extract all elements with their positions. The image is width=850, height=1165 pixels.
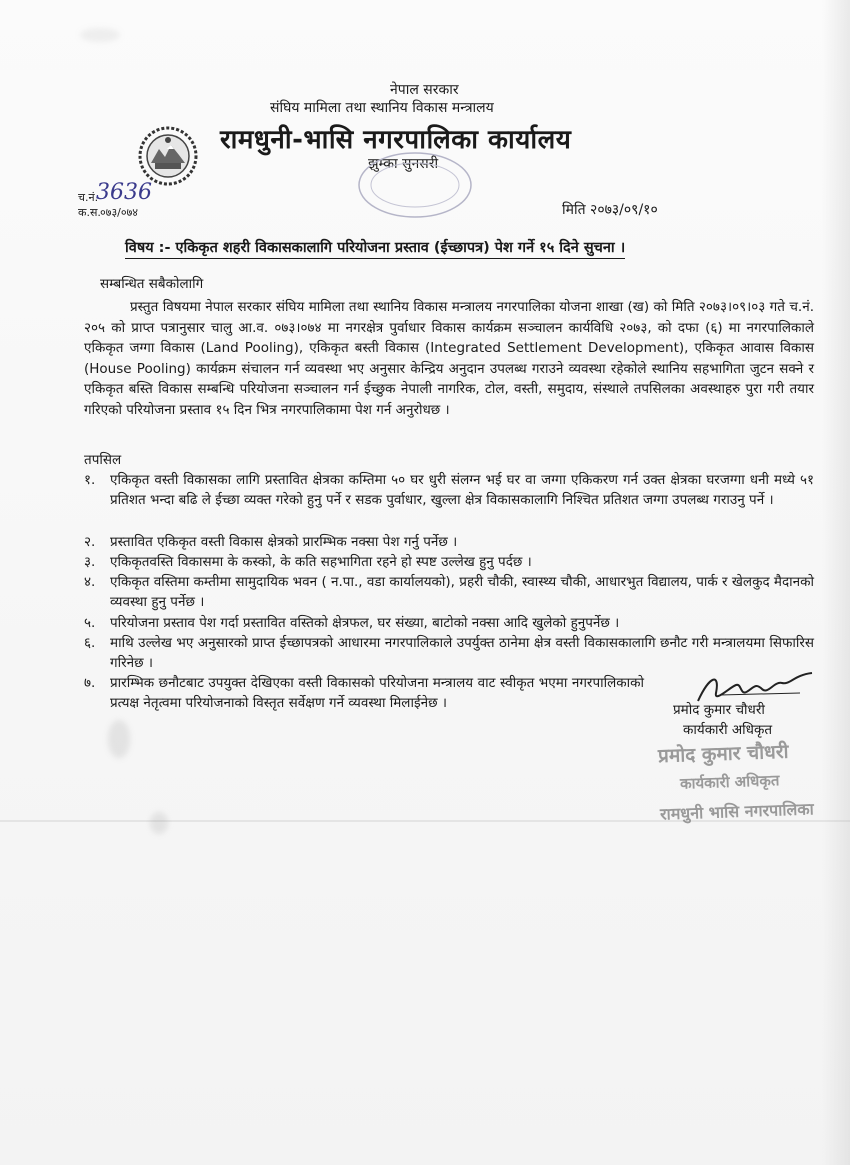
list-item-number: ३.: [84, 554, 96, 570]
list-item-number: ७.: [84, 675, 96, 691]
dispatch-number: 3636: [96, 180, 152, 205]
list-item-text: एकिकृत वस्तिमा कम्तीमा सामुदायिक भवन ( न.पा., वडा कार्यालयको), प्रहरी चौकी, स्वास्थ्य चौकी, आधारभुत विद्यालय, पार्क र खेलकुद मैदानको व्यवस्था हुनु पर्नेछ ।: [110, 574, 814, 610]
list-item-number: ५.: [84, 615, 96, 631]
list-item: [84, 572, 814, 612]
list-item-text: परियोजना प्रस्ताव पेश गर्दा प्रस्तावित वस्तिको क्षेत्रफल, घर संख्या, बाटोको नक्सा आदि खुलेको हुनुपर्नेछ ।: [110, 615, 620, 631]
smudge: [80, 28, 120, 42]
list-item: [84, 613, 814, 633]
nepal-emblem-icon: [137, 125, 199, 187]
list-item: [84, 673, 644, 713]
list-item-text: एकिकृत वस्ती विकासका लागि प्रस्तावित क्षेत्रका कम्तिमा ५० घर धुरी संलग्न भई घर वा जग्गा एकिकरण गर्न उक्त क्षेत्रका घरजग्गा धनी मध्ये ५१ प्रतिशत भन्दा बढि ले ईच्छा व्यक्त गरेको हुनु पर्ने र सडक पुर्वाधार, खुल्ला क्षेत्र विकासकालागि निश्चित प्रतिशत जग्गा उपलब्ध गराउनु पर्ने ।: [110, 472, 814, 508]
list-item-number: १.: [84, 472, 96, 488]
fiscal-year-label: क.स.: [78, 206, 101, 219]
list-item-text: एकिकृतवस्ति विकासमा के कस्को, के कति सहभागिता रहने हो स्पष्ट उल्लेख हुनु पर्दछ ।: [110, 554, 532, 570]
office-stamp-icon: [355, 150, 475, 220]
fiscal-year: ०७३/०७४: [100, 206, 139, 219]
seal-title: कार्यकारी अधिकृत: [679, 771, 780, 793]
signer-title: कार्यकारी अधिकृत: [683, 722, 773, 738]
list-item-text: माथि उल्लेख भए अनुसारको प्राप्त ईच्छापत्रको आधारमा नगरपालिकाले उपर्युक्त ठानेमा क्षेत्र वस्ती विकासकालागि छनौट गरी मन्त्रालयमा सिफारिस गरिनेछ ।: [110, 635, 814, 671]
list-item: [84, 552, 814, 572]
list-item-text: प्रस्तावित एकिकृत वस्ती विकास क्षेत्रको प्रारम्भिक नक्सा पेश गर्नु पर्नेछ ।: [110, 534, 458, 550]
dispatch-number-label: च.नं.: [78, 191, 99, 204]
page-edge-shadow: [822, 0, 850, 1165]
salutation: सम्बन्धित सबैकोलागि: [100, 276, 204, 292]
smudge: [150, 812, 168, 834]
list-item: [84, 470, 814, 510]
smudge: [108, 720, 130, 758]
ministry-name: संघिय मामिला तथा स्थानिय विकास मन्त्रालय: [270, 100, 494, 116]
government-name: नेपाल सरकार: [390, 82, 459, 98]
list-item-number: २.: [84, 534, 96, 550]
signer-name: प्रमोद कुमार चौधरी: [673, 702, 765, 718]
office-location: झुम्का सुनसरी: [368, 156, 439, 172]
list-item-number: ६.: [84, 635, 96, 651]
list-item-text: प्रारम्भिक छनौटबाट उपयुक्त देखिएका वस्ती विकासको परियोजना मन्त्रालय वाट स्वीकृत भएमा नगरपालिकाको प्रत्यक्ष नेतृत्वमा परियोजनाको विस्तृत सर्वेक्षण गर्ने व्यवस्था मिलाईनेछ ।: [110, 675, 644, 711]
body-paragraph: प्रस्तुत विषयमा नेपाल सरकार संघिय मामिला तथा स्थानिय विकास मन्त्रालय नगरपालिका योजना शाखा (ख) को मिति २०७३।०९।०३ गते च.नं. २०५ को प्राप्त पत्रानुसार चालु आ.व. ०७३।०७४ मा नगरक्षेत्र पुर्वाधार विकास कार्यक्रम सञ्चालन कार्यविधि २०७३, को दफा (६) मा नगरपालिकाले एकिकृत जग्गा विकास (Land Pooling), एकिकृत बस्ती विकास (Integrated Settlement Development), एकिकृत आवास विकास (House Pooling) कार्यक्रम संचालन गर्न व्यवस्था भए अनुसार केन्द्रिय अनुदान उपलब्ध गराउने व्यवस्था रहेकोले स्थानिय सहभागिता जुटन सक्ने र एकिकृत बस्ति विकास सम्बन्धि परियोजना सञ्चालन गर्न ईच्छुक नेपाली नागरिक, टोल, वस्ती, समुदाय, संस्थाले तपसिलका अवस्थाहरु पुरा गरी तयार गरिएको परियोजना प्रस्ताव १५ दिन भित्र नगरपालिकामा पेश गर्न अनुरोधछ ।: [84, 299, 814, 418]
subject-line: विषय :- एकिकृत शहरी विकासकालागि परियोजना प्रस्ताव (ईच्छापत्र) पेश गर्ने १५ दिने सुचना ।: [125, 237, 625, 259]
letter-date: मिति २०७३/०९/१०: [562, 202, 658, 218]
list-item-number: ४.: [84, 574, 96, 590]
office-name: रामधुनी-भासि नगरपालिका कार्यालय: [220, 125, 572, 155]
details-heading: तपसिल: [84, 452, 122, 468]
seal-name: प्रमोद कुमार चौधरी: [657, 740, 789, 768]
seal-office: रामधुनी भासि नगरपालिका: [659, 799, 815, 824]
list-item: [84, 532, 814, 552]
